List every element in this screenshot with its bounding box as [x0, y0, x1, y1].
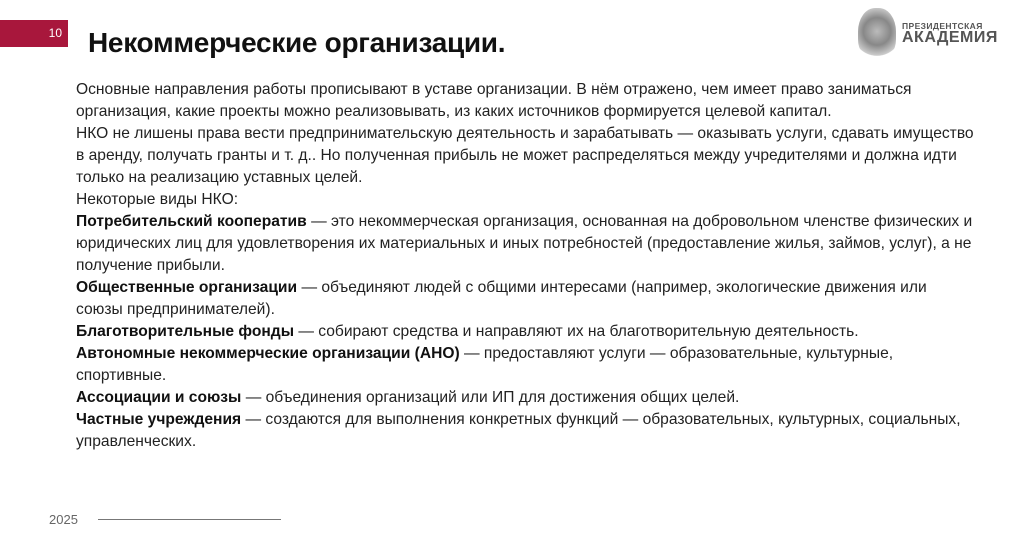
- footer-divider: [98, 519, 281, 520]
- nko-type: [76, 277, 976, 321]
- nko-type-desc: — создаются для выполнения конкретных функций — образовательных, культурных, социальных, управленческих.: [76, 411, 961, 450]
- nko-type-desc: — собирают средства и направляют их на благотворительную деятельность.: [294, 323, 859, 340]
- slide-number: 10: [48, 26, 62, 40]
- nko-type-term: Ассоциации и союзы: [76, 389, 242, 406]
- nko-type-desc: — объединения организаций или ИП для достижения общих целей.: [241, 389, 740, 406]
- nko-type-term: Частные учреждения: [76, 411, 242, 428]
- logo-line2: АКАДЕМИЯ: [902, 29, 998, 47]
- academy-logo: [858, 8, 998, 60]
- slide-title: Некоммерческие организации.: [88, 27, 506, 58]
- footer-year: 2025: [49, 512, 78, 527]
- nko-type-term: Общественные организации: [76, 279, 298, 296]
- emblem-icon: [858, 8, 896, 60]
- nko-type-term: Благотворительные фонды: [76, 323, 295, 340]
- nko-type: [76, 409, 976, 453]
- logo-line1: ПРЕЗИДЕНТСКАЯ: [902, 20, 983, 31]
- nko-type: [76, 387, 976, 409]
- paragraph: Некоторые виды НКО:: [76, 191, 239, 208]
- nko-type-term: Автономные некоммерческие организации (АНО): [76, 345, 460, 362]
- nko-type: [76, 343, 976, 387]
- paragraph: Основные направления работы прописывают в уставе организации. В нём отражено, чем имеет право заниматься организация, какие проекты можно реализовывать, из каких источников формируется целевой капитал.: [76, 81, 912, 120]
- nko-type: [76, 211, 976, 277]
- slide-number-badge: [0, 20, 68, 47]
- nko-type-desc: — предоставляют услуги — образовательные, культурные, спортивные.: [76, 345, 894, 384]
- paragraph: НКО не лишены права вести предпринимательскую деятельность и зарабатывать — оказывать услуги, сдавать имущество в аренду, получать гранты и т. д.. Но полученная прибыль не может распределяться между учредителями и должна идти только на реализацию уставных целей.: [76, 125, 974, 186]
- nko-type-desc: — объединяют людей с общими интересами (например, экологические движения или союзы предпринимателей).: [76, 279, 927, 318]
- nko-type-desc: — это некоммерческая организация, основанная на добровольном членстве физических и юридических лиц для удовлетворения их материальных и иных потребностей (предоставление жилья, займов, услуг), а не получение прибыли.: [76, 213, 973, 274]
- nko-type-term: Потребительский кооператив: [76, 213, 307, 230]
- nko-type: [76, 321, 976, 343]
- slide-body: [76, 79, 976, 453]
